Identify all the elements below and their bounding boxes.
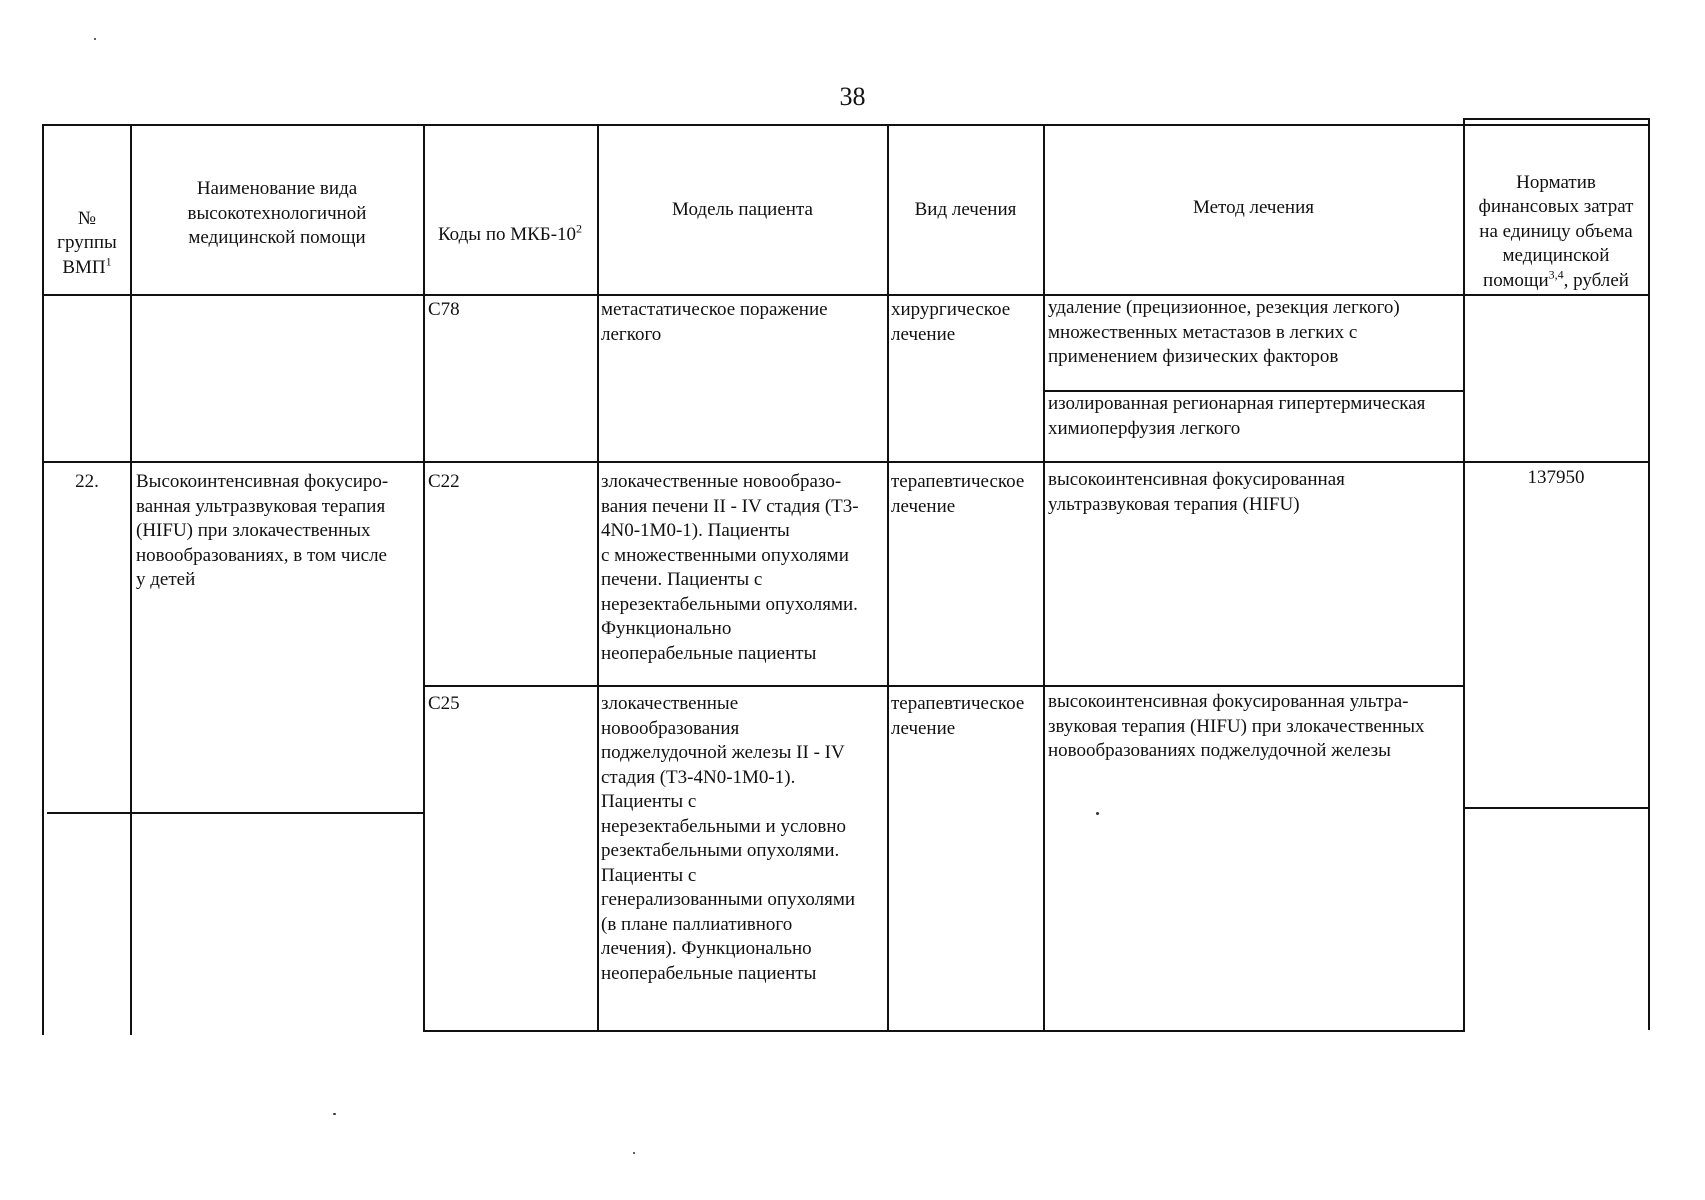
treatment-method-cell: высокоинтенсивная фокусированная ультра- звуковая терапия (HIFU) при злокачественных новообразованиях поджелудочной железы: [1048, 691, 1425, 761]
col-border: [1043, 124, 1045, 1032]
treatment-method-cell: изолированная регионарная гипертермическая химиоперфузия легкого: [1048, 393, 1426, 439]
cost-value-cell: 137950: [1527, 467, 1585, 488]
header-patient-model: Модель пациента: [672, 199, 813, 220]
table-bottom-border: [423, 1030, 1463, 1032]
patient-model-cell: злокачественные новообразо- вания печени II - IV стадия (T3- 4N0-1M0-1). Пациенты с множественными опухолями печени. Пациенты с нерезектабельными опухолями. Функционально неоперабельные пациенты: [601, 471, 859, 664]
header-treatment-type: Вид лечения: [914, 199, 1017, 220]
col-border: [1648, 118, 1650, 1030]
col-border: [597, 124, 599, 1032]
header-treatment-method: Метод лечения: [1192, 197, 1314, 218]
icd-code-cell: C78: [428, 299, 460, 320]
header-group-no: № группы ВМП$^1$: [57, 207, 117, 278]
row-border-right: [1463, 807, 1648, 809]
scan-speck: [1096, 812, 1099, 815]
icd-code-cell: C25: [428, 693, 460, 714]
header-name: Наименование вида высокотехнологичной медицинской помощи: [187, 178, 367, 248]
treatment-method-cell: удаление (прецизионное, резекция легкого) множественных метастазов в легких с применением физических факторов: [1048, 297, 1400, 367]
treatment-method-cell: высокоинтенсивная фокусированная ультразвуковая терапия (HIFU): [1048, 469, 1345, 515]
patient-model-cell: метастатическое поражение легкого: [601, 299, 828, 345]
col-border: [1463, 118, 1465, 1032]
cost-header-top: [1463, 118, 1650, 120]
row-border-left: [47, 812, 423, 814]
col-border: [42, 124, 44, 1035]
scan-speck: [333, 1113, 336, 1115]
col-border: [130, 124, 132, 1035]
scan-speck: [94, 38, 96, 40]
row-border: [42, 461, 1648, 463]
row-border: [423, 685, 1463, 687]
treatment-type-cell: терапевтическое лечение: [891, 471, 1025, 517]
patient-model-cell: злокачественные новообразования поджелудочной железы II - IV стадия (T3-4N0-1M0-1). Пациенты с нерезектабельными и условно резектабельными опухолями. Пациенты с генерализованными опухолями (в плане паллиативного лечения). Функционально неоперабельные пациенты: [601, 693, 856, 984]
page-number: 38: [839, 82, 866, 111]
header-cost-norm: Норматив финансовых затрат на единицу объема медицинской помощи$^{3,4}$, рублей: [1478, 171, 1634, 291]
col-border: [887, 124, 889, 1032]
treatment-type-cell: терапевтическое лечение: [891, 693, 1025, 739]
group-number-cell: 22.: [75, 471, 99, 492]
scan-speck: [633, 1152, 635, 1154]
header-icd-codes: Коды по МКБ-$10^2$: [437, 221, 583, 245]
header-top-border: [42, 124, 1648, 126]
treatment-type-cell: хирургическое лечение: [891, 299, 1011, 345]
care-name-cell: Высокоинтенсивная фокусиро- ванная ультразвуковая терапия (HIFU) при злокачественных новообразованиях, в том числе у детей: [136, 471, 389, 590]
col-border: [423, 124, 425, 1032]
icd-code-cell: C22: [428, 471, 460, 492]
